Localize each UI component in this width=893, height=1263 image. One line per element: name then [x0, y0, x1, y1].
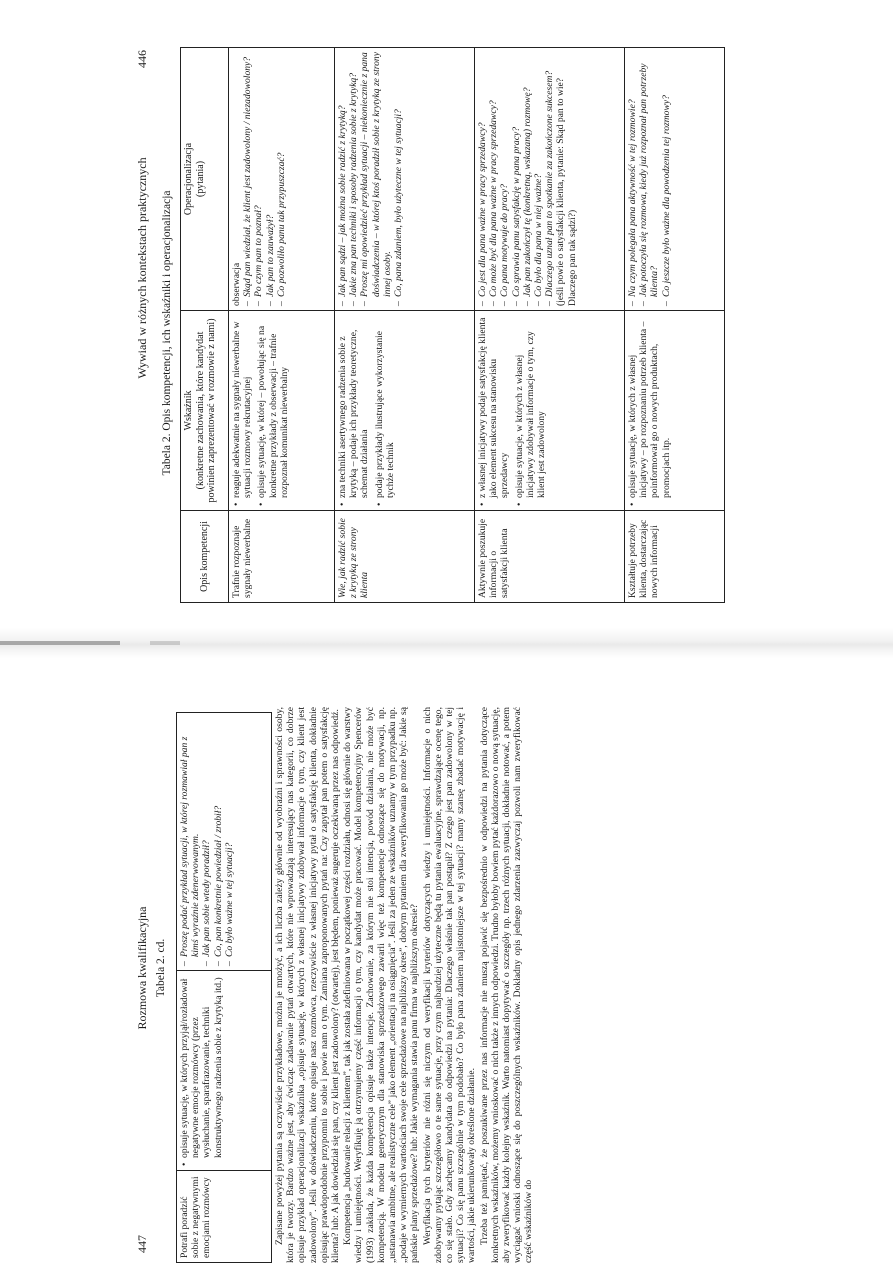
question-item: – Dlaczego uznał pan to spotkanie za zakończone sukcesem? [544, 52, 555, 306]
question-item: – Co jest dla pana ważne w pracy sprzedawcy? [477, 52, 488, 306]
header-indicator [181, 311, 229, 511]
question-item: – Jak pan sobie wtedy poradził? [201, 717, 212, 966]
operationalization-cell [625, 48, 725, 311]
indicator-item: • opisuje sytuacje, w których z własnej inicjatywy zdobywał informacje o tym, czy klient jest zadowolony [514, 315, 548, 506]
header-competence: Opis kompetencji [181, 511, 229, 603]
indicator-item: • opisuje sytuację, w której – powołując się na konkretne przykłady z obserwacji – trafnie rozpoznał komunikat niewerbalny [256, 315, 290, 506]
question-item: – Co pozwoliło panu tak przypuszczać? [276, 52, 287, 306]
book-gutter-shadow [0, 628, 893, 658]
question-tail: (jeśli powie o satysfakcji klienta, pytanie: Skąd pan to wie? Dlaczego pan tak sądzi?) [555, 77, 578, 306]
header-operationalization-sub: (pytania) [194, 160, 206, 198]
table-row [335, 48, 475, 603]
table-row [177, 713, 272, 1263]
operationalization-cell [335, 48, 475, 311]
indicator-item: • zna techniki asertywnego radzenia sobie z krytyką – podaje ich przykłady teoretyczne, schemat działania [337, 315, 371, 506]
operationalization-cell [229, 48, 335, 311]
scan-speck [0, 641, 120, 645]
header-operationalization [181, 48, 229, 311]
indicator-cell [625, 311, 725, 511]
table-row [475, 48, 625, 603]
question-item: – Co może być dla pana ważne w pracy sprzedawcy? [488, 52, 499, 306]
competence-cell: Trafnie rozpoznaje sygnały niewerbalne [229, 511, 335, 603]
competence-cell: Wie, jak radzić sobie z krytyką ze strony klienta [335, 511, 475, 603]
question-item: – Co sprawia panu satysfakcję w pana pracy? [511, 52, 522, 306]
question-item: – Skąd pan wiedział, że klient jest zadowolony / niezadowolony? [242, 52, 253, 306]
scan-speck [150, 641, 180, 645]
indicator-item: • reaguje adekwatnie na sygnały niewerbalne w sytuacji rozmowy rekrutacyjnej [231, 315, 253, 506]
question-item: – Jak pan sądzi – jak można sobie radzić z krytyką? [337, 52, 348, 306]
indicator-item: • opisuje sytuację, w których przyjął/rozładował negatywne emocje rozmówcy (przez wysłuchanie, sparafrazowanie, techniki konstruktywnego radzenia sobie z krytyką itd.) [179, 975, 224, 1166]
body-paragraph: Zapisane powyżej pytania są oczywiście przykładowe, można je mnożyć, a ich liczba zależy głównie od wyobraźni i sprawności osoby, która je tworzy. Bardzo ważne jest, aby ćwicząc zadawanie pytań otwartych, które nie wprowadzają interesujący nas kategorii, co dobrze opisuje przykład operacjonalizacji wskaźnika „opisuje sytuację, w których z własnej inicjatywy zdobywał informacje o tym, czy klient jest zadowolony”. Jeśli w doświadczeniu, które opisuje nasz rozmówca, rzeczywiście z własnej inicjatywy pytał o satysfakcję klienta, dokładnie opisując prawdopodobnie przypomni to sobie i powie nam o tym. Zamiana zaproponowanych pytań na: Czy zapytał pan potem o satysfakcję klienta? lub: A jak dowiedział się pan, czy klient jest zadowolony? (otwartej), jest błędem, ponieważ sugeruje oczekiwaną przez nas odpowiedź. [274, 707, 342, 1263]
right-page-number: 447 [135, 1235, 149, 1253]
question-item: – Proszę mi opowiedzieć przykład sytuacji – niekoniecznie z pana doświadczenia – w której ktoś poradził sobie z krytyką ze strony innej osoby. [359, 52, 393, 306]
indicator-item: • z własnej inicjatywy podaje satysfakcję klienta jako element sukcesu na stanowisku sprzedawcy [477, 315, 511, 506]
body-text [274, 707, 536, 1263]
competence-cell: Aktywnie poszukuje informacji o satysfakcji klienta [475, 511, 625, 603]
indicator-cell [177, 971, 272, 1171]
left-running-head: Wywiad w różnych kontekstach praktycznych [135, 157, 149, 379]
operationalization-lead: obserwacja [231, 262, 242, 306]
question-item: – Co jeszcze było ważne dla powodzenia tej rozmowy? [661, 52, 672, 306]
table-row [229, 48, 335, 603]
body-paragraph: Trzeba też pamiętać, że poszukiwane przez nas informacje nie muszą pojawić się bezpośrednio w odpowiedzi na pytania dotyczące konkretnych wskaźników, możemy wnioskować o nich także z innych odpowiedzi. Trudno byłoby bowiem pytać każdorazowo o nową sytuację, aby zweryfikować każdy kolejny wskaźnik. Warto natomiast dopytywać o szczegóły np. trzech różnych sytuacji, dokładnie notować, a potem wyciągać wnioski odnoszące się do poszczególnych wskaźników. Dokładny opis jednego zdarzenia zazwyczaj pozwoli nam zweryfikować część wskaźników do [478, 707, 535, 1263]
indicator-item: • opisuje sytuację, w których z własnej inicjatywy – po rozpoznaniu potrzeb klienta – poinformował go o nowych produktach, promocjach itp. [627, 315, 672, 506]
question-item: – Co było ważne w tej sytuacji? [224, 717, 235, 966]
question-item: – Proszę podać przykład sytuacji, w której rozmawiał pan z kimś wyraźnie zdenerwowanym. [179, 717, 201, 966]
competence-cell: Kształtuje potrzeby klienta, dostarczając nowych informacji [625, 511, 725, 603]
question-item: – Jak potoczyła się rozmowa, kiedy już rozpoznał pan potrzeby klienta? [638, 52, 660, 306]
indicator-cell [335, 311, 475, 511]
header-operationalization-title: Operacjonalizacja [183, 142, 194, 216]
left-table-caption: Tabela 2. Opis kompetencji, ich wskaźniki i operacjonalizacja [161, 190, 173, 476]
left-page-number: 446 [135, 50, 149, 68]
question-item: – Jakie zna pan techniki i sposoby radzenia sobie z krytyką? [348, 52, 359, 306]
question-item: – Co, pana zdaniem, było użyteczne w tej sytuacji? [393, 52, 404, 306]
question-item: – Na czym polegała pana aktywność w tej rozmowie? [627, 52, 638, 306]
question-item: – Co, pan konkretnie powiedział / zrobił? [213, 717, 224, 966]
body-paragraph: Kompetencja „budowanie relacji z klientem”, tak jak została zdefiniowana w początkowej części rozdziału, odnosi się głównie do warstwy wiedzy i umiejętności. Weryfikuję ją otrzymujemy część informacji o tym, czy kandydat może pracować. Model kompetencyjny Spencerów (1993) zakłada, że każda kompetencja opisuje także intencje. Zachowanie, za którym nie stoi intencja, powód działania, nie może być kompetencją. W modelu generycznym dla stanowiska sprzedażowego zawarli więc też kompetencje odnoszące się do motywacji, np. „ustanawia ambitne, ale realistyczne cele” jako element „orientacji na osiągnięcia”. Jeśli za jeden ze wskaźników uznamy w tym przypadku np. „podaje w wymiernych wartościach swoje cele sprzedażowe na najbliższy okres”, dobrym pytaniem dla zweryfikowania go może być: Jakie są pańskie plany sprzedażowe? lub: Jakie wymagania stawia panu firma w najbliższym okresie? [342, 707, 421, 1263]
indicator-cell [475, 311, 625, 511]
table-row [625, 48, 725, 603]
competence-cell: Potrafi poradzić sobie z negatywnymi emocjami rozmówcy [177, 1171, 272, 1263]
question-item: – Co pana motywuje do pracy? [499, 52, 510, 306]
right-table-caption: Tabela 2. cd. [155, 938, 167, 998]
question-item: – Co było dla pana w niej ważne? [533, 52, 544, 306]
question-item: – Po czym pan to poznał? [253, 52, 264, 306]
indicator-cell [229, 311, 335, 511]
operationalization-cell [475, 48, 625, 311]
question-item: – Jak pan to zauważył? [265, 52, 276, 306]
header-indicator-sub: (konkretne zachowania, które kandydat powinien zaprezentować w rozmowie z nami) [194, 318, 217, 503]
question-item: – Jak pan zakończył tę (konkretną, wskazaną) rozmowę? [522, 52, 533, 306]
body-paragraph: Weryfikacja tych kryteriów nie różni się niczym od weryfikacji kryteriów dotyczących wiedzy i umiejętności. Informacje o nich zdobywamy pytając szczegółowo o te same sytuacje, przy czym najbardziej użyteczne będą tu pytania ewaluacyjne, sprawdzające ocenę tego, co się stało. Gdy zachęcamy kandydata do odpowiedzi na pytania: Dlaczego właśnie tak pan postąpił? Z czego jest pan zadowolony w tej sytuacji? Co się panu szczególnie w tym podobało? Co było pana zdaniem najistotniejsze w tej sytuacji? mamy szansę zbadać motywację i wartości, jakie ukierunkowały określone działanie. [421, 707, 478, 1263]
indicator-item: • podaje przykłady ilustrujące wykorzystanie tychże technik [374, 315, 396, 506]
right-page [0, 645, 893, 1263]
operationalization-cell [177, 713, 272, 971]
right-running-head: Rozmowa kwalifikacyjna [135, 906, 149, 1030]
competence-table-continued [176, 712, 272, 1263]
header-indicator-title: Wskaźnik [183, 390, 194, 431]
table-header-row [181, 48, 229, 603]
competence-table [180, 47, 725, 603]
